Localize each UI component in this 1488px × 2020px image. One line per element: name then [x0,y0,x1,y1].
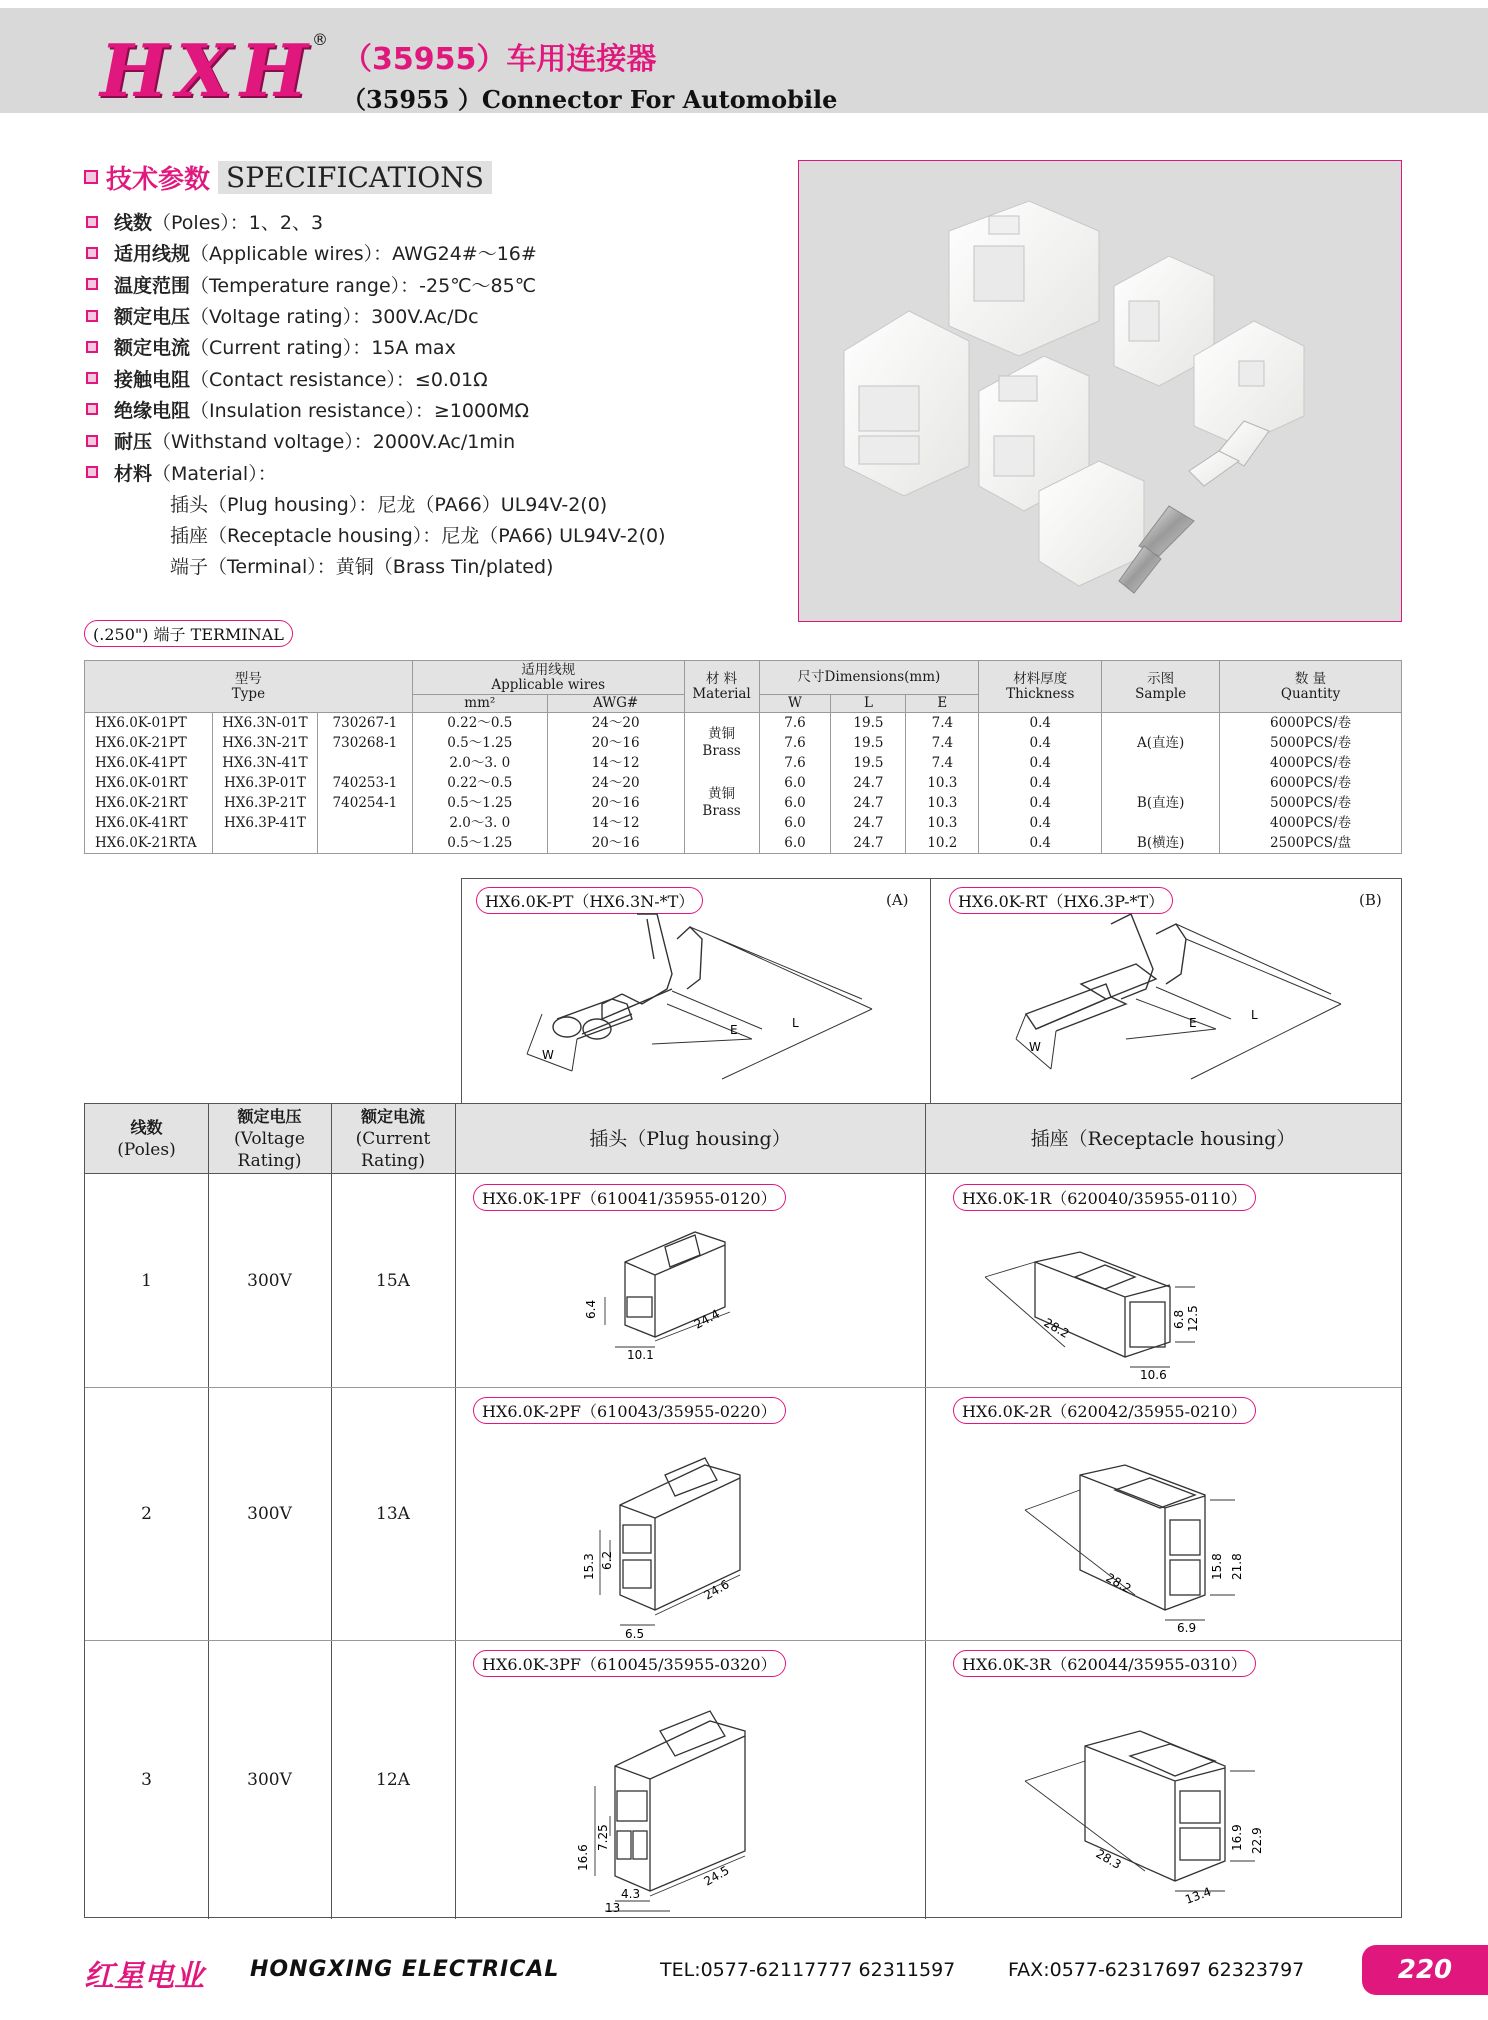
table-cell: 7.4 [906,713,979,734]
table-cell: 24～20 [547,713,684,734]
terminal-b-tag: (B) [1359,891,1382,909]
receptacle-dim: 16.9 [1230,1824,1244,1851]
thickness-header-en: Thickness [1006,685,1075,702]
quantity-header-cn: 数 量 [1294,670,1327,687]
w-header: W [759,695,831,713]
table-cell: HX6.0K-01RT [85,773,213,793]
poles-header [85,1104,208,1174]
spec-item [86,425,786,456]
spec-item [86,394,786,425]
table-cell: 6000PCS/卷 [1220,713,1402,734]
terminal-drawing-a [461,878,931,1104]
terminal-b-drawing [931,879,1403,1105]
spec-value: （Material）： [152,462,277,485]
terminal-drawing-b [930,878,1402,1104]
voltage-header-en2: Rating) [237,1151,302,1171]
housing-table [84,1103,1402,1918]
spec-label: 额定电流 [114,337,191,360]
receptacle-dim: 6.9 [1177,1621,1197,1635]
spec-label: 材料 [114,462,153,485]
material-en: Brass [702,743,741,759]
poles-header-cn: 线数 [130,1118,163,1137]
receptacle-part-label: HX6.0K-1R（620040/35955-0110） [953,1184,1256,1211]
table-cell: 0.4 [979,773,1102,793]
dim-e-label: E [730,1023,738,1037]
material-cn: 黄铜 [708,726,736,742]
product-photo [798,160,1402,622]
company-name-en: HONGXING ELECTRICAL [250,1957,560,1982]
table-cell: 19.5 [831,753,906,773]
table-cell [317,833,412,854]
page-number: 220 [1362,1945,1488,1995]
page-header [0,8,1488,113]
quantity-header [1220,661,1402,713]
plug-dim: 6.5 [625,1627,645,1640]
fax: FAX:0577-62317697 62323797 [1008,1959,1305,1981]
dimensions-header: 尺寸Dimensions(mm) [759,661,979,695]
spec-value: （Current rating）：15A max [190,337,456,360]
current-header-cn: 额定电流 [360,1107,425,1126]
table-cell: 6.0 [759,833,831,854]
l-header: L [831,695,906,713]
dim-l-label: L [792,1016,799,1030]
current-value: 15A [376,1270,410,1291]
e-header: E [906,695,979,713]
material-receptacle: 插座（Receptacle housing）：尼龙（PA66) UL94V-2(0) [170,525,666,548]
sample-cell: A(直连) [1102,713,1220,774]
square-bullet-icon [86,310,98,322]
table-cell [684,833,759,854]
spec-label: 线数 [114,212,153,235]
table-cell: 6.0 [759,813,831,833]
table-cell: 730268-1 [317,733,412,753]
table-cell: HX6.0K-21RT [85,793,213,813]
table-cell: 7.6 [759,733,831,753]
plug-2pf-drawing [455,1420,925,1640]
table-cell: 0.4 [979,813,1102,833]
current-header [331,1104,455,1174]
receptacle-dim: 28.2 [1103,1570,1134,1596]
table-cell: 2.0～3. 0 [412,753,547,773]
wires-header-cn: 适用线规 [521,661,576,678]
table-cell: 6.0 [759,793,831,813]
spec-value: （Temperature range）：-25℃～85℃ [190,274,537,297]
table-cell: 0.4 [979,733,1102,753]
receptacle-dim: 12.5 [1186,1305,1200,1332]
receptacle-dim: 22.9 [1250,1827,1264,1854]
receptacle-dim: 10.6 [1140,1368,1167,1382]
table-cell [317,813,412,833]
material-header-en: Material [692,685,751,702]
plug-dim: 6.4 [584,1299,598,1319]
table-cell: 0.22～0.5 [412,773,547,793]
plug-part-label: HX6.0K-2PF（610043/35955-0220） [473,1397,786,1424]
material-terminal: 端子（Terminal）：黄铜（Brass Tin/plated) [170,556,554,579]
table-cell: HX6.3N-41T [212,753,317,773]
dim-w-label: W [542,1048,554,1062]
plug-part-label: HX6.0K-3PF（610045/35955-0320） [473,1650,786,1677]
spec-item [86,331,786,362]
spec-item [86,206,786,237]
table-cell: 7.4 [906,733,979,753]
page-title-en: （35955 ）Connector For Automobile [342,85,838,114]
dim-l-label: L [1251,1008,1258,1022]
table-cell: 5000PCS/卷 [1220,733,1402,753]
receptacle-dim: 6.8 [1172,1309,1186,1329]
table-cell: 740254-1 [317,793,412,813]
voltage-header [208,1104,331,1174]
wires-header-en: Applicable wires [491,676,606,693]
connector-photo-illustration [799,161,1401,621]
plug-dim: 16.6 [576,1844,590,1871]
table-row [85,713,1402,734]
table-cell: 20～16 [547,733,684,753]
table-cell: 0.5～1.25 [412,833,547,854]
receptacle-part-label: HX6.0K-3R（620044/35955-0310） [953,1650,1256,1677]
terminal-a-label: HX6.0K-PT（HX6.3N-*T） [476,887,703,914]
plug-dim: 4.3 [621,1887,641,1901]
type-header-cn: 型号 [234,670,262,687]
square-bullet-icon [86,372,98,384]
material-plug: 插头（Plug housing）：尼龙（PA66）UL94V-2(0) [170,493,608,516]
receptacle-dim: 21.8 [1230,1553,1244,1580]
plug-dim: 7.25 [596,1824,610,1851]
plug-dim: 24.6 [701,1577,732,1603]
mm-header: mm² [412,695,547,713]
table-cell: 4000PCS/卷 [1220,813,1402,833]
dim-w-label: W [1029,1040,1041,1054]
table-cell: 0.4 [979,753,1102,773]
voltage-header-cn: 额定电压 [237,1107,302,1126]
table-cell: 20～16 [547,793,684,813]
thickness-header-cn: 材料厚度 [1013,670,1068,687]
table-cell: 7.6 [759,753,831,773]
terminal-b-label: HX6.0K-RT（HX6.3P-*T） [949,887,1173,914]
material-cell [684,713,759,774]
table-cell: HX6.0K-01PT [85,713,213,734]
specifications-title-cn: 技术参数 [106,164,211,195]
table-cell [212,833,317,854]
current-value: 12A [376,1769,410,1790]
table-cell: 20～16 [547,833,684,854]
table-cell: HX6.3P-41T [212,813,317,833]
table-cell: HX6.0K-21PT [85,733,213,753]
table-cell: 6.0 [759,773,831,793]
wires-header [412,661,684,695]
voltage-value: 300V [247,1503,292,1524]
thickness-header [979,661,1102,713]
company-name-cn: 红星电业 [84,1959,204,1994]
table-cell: 14～12 [547,753,684,773]
receptacle-dim: 28.3 [1093,1846,1124,1872]
type-header-en: Type [231,685,266,702]
table-row [85,773,1402,793]
table-cell: 6000PCS/卷 [1220,773,1402,793]
table-cell: 10.3 [906,813,979,833]
table-row [85,833,1402,854]
awg-header: AWG# [547,695,684,713]
table-cell: 24.7 [831,773,906,793]
poles-header-en: (Poles) [117,1140,176,1160]
square-bullet-icon [86,435,98,447]
receptacle-dim: 15.8 [1210,1553,1224,1580]
table-cell: 4000PCS/卷 [1220,753,1402,773]
plug-dim: 15.3 [582,1553,596,1580]
current-value: 13A [376,1503,410,1524]
spec-value: （Contact resistance）：≤0.01Ω [190,368,488,391]
voltage-value: 300V [247,1769,292,1790]
voltage-value: 300V [247,1270,292,1291]
plug-3pf-drawing [455,1676,925,1916]
spec-item [86,237,786,268]
receptacle-1r-drawing [925,1207,1401,1387]
sample-header-cn: 示图 [1147,670,1175,687]
spec-value: （Insulation resistance）：≥1000MΩ [190,399,530,422]
dim-e-label: E [1189,1016,1197,1030]
quantity-header-en: Quantity [1280,685,1341,702]
receptacle-dim: 13.4 [1183,1884,1214,1907]
spec-value: （Withstand voltage）：2000V.Ac/1min [152,431,516,454]
spec-label: 接触电阻 [114,368,191,391]
table-cell: 19.5 [831,733,906,753]
table-cell: HX6.3N-21T [212,733,317,753]
spec-item [86,300,786,331]
plug-part-label: HX6.0K-1PF（610041/35955-0120） [473,1184,786,1211]
square-bullet-icon [86,247,98,259]
page-title-cn: （35955）车用连接器 [342,42,657,77]
telephone: TEL:0577-62117777 62311597 [660,1959,956,1981]
table-cell: 0.5～1.25 [412,733,547,753]
sample-cell: B(直连) [1102,773,1220,833]
spec-label: 耐压 [114,431,153,454]
table-cell: 2500PCS/盘 [1220,833,1402,854]
table-cell: 0.4 [979,793,1102,813]
table-cell: 730267-1 [317,713,412,734]
table-cell: 0.4 [979,833,1102,854]
plug-dim: 6.2 [600,1550,614,1570]
square-bullet-icon [86,403,98,415]
spec-item [86,269,786,300]
table-cell: 0.5～1.25 [412,793,547,813]
material-header-cn: 材 料 [705,670,738,687]
table-cell: 5000PCS/卷 [1220,793,1402,813]
plug-1pf-drawing [455,1207,925,1387]
square-bullet-icon [86,466,98,478]
table-cell: 0.22～0.5 [412,713,547,734]
poles-value: 1 [141,1270,152,1291]
table-cell: 19.5 [831,713,906,734]
terminal-a-drawing [462,879,932,1105]
spec-item [86,456,786,487]
table-cell: 10.3 [906,793,979,813]
spec-label: 温度范围 [114,274,191,297]
terminal-section-label: (.250") 端子 TERMINAL [84,620,293,647]
page-footer [0,1945,1488,2000]
receptacle-3r-drawing [925,1676,1401,1916]
plug-housing-header: 插头（Plug housing） [589,1128,791,1150]
table-cell: 740253-1 [317,773,412,793]
table-cell: 7.6 [759,713,831,734]
plug-dim: 10.1 [627,1348,654,1362]
square-bullet-icon [86,341,98,353]
registered-mark: ® [312,30,328,49]
table-cell: HX6.3P-21T [212,793,317,813]
voltage-header-en1: (Voltage [234,1129,305,1149]
table-cell: 14～12 [547,813,684,833]
table-cell: 24.7 [831,813,906,833]
table-cell: HX6.0K-41RT [85,813,213,833]
poles-value: 3 [141,1769,152,1790]
table-cell: HX6.0K-41PT [85,753,213,773]
square-bullet-icon [84,170,98,184]
sample-header-en: Sample [1135,685,1187,702]
table-cell: 0.4 [979,713,1102,734]
current-header-en1: (Current [355,1129,431,1149]
receptacle-2r-drawing [925,1420,1401,1640]
table-cell: 2.0～3. 0 [412,813,547,833]
square-bullet-icon [86,216,98,228]
type-header [85,661,413,713]
square-bullet-icon [86,278,98,290]
material-en: Brass [702,803,741,819]
material-cn: 黄铜 [708,786,736,802]
plug-dim: 13 [605,1901,621,1915]
terminal-spec-table [84,660,1402,854]
table-cell: 10.3 [906,773,979,793]
sample-header [1102,661,1220,713]
spec-value: （Applicable wires）：AWG24#～16# [190,243,537,266]
table-cell: 24～20 [547,773,684,793]
table-cell: HX6.3P-01T [212,773,317,793]
specifications-title-en: SPECIFICATIONS [218,161,492,194]
table-cell: 10.2 [906,833,979,854]
table-cell: 7.4 [906,753,979,773]
table-cell: 24.7 [831,793,906,813]
brand-logo: HXH [100,28,316,113]
table-cell: B(横连) [1102,833,1220,854]
spec-label: 绝缘电阻 [114,399,191,422]
table-cell [317,753,412,773]
specifications-heading [84,160,492,194]
spec-label: 适用线规 [114,243,191,266]
spec-value: （Voltage rating）：300V.Ac/Dc [190,306,479,329]
material-header [684,661,759,713]
table-cell: HX6.3N-01T [212,713,317,734]
current-header-en2: Rating) [360,1151,426,1171]
poles-value: 2 [141,1503,152,1524]
material-cell [684,773,759,833]
receptacle-dim: 28.2 [1041,1315,1072,1341]
terminal-a-tag: (A) [886,891,909,909]
table-cell: 24.7 [831,833,906,854]
spec-item [86,362,786,393]
spec-label: 额定电压 [114,306,191,329]
plug-dim: 24.5 [701,1863,732,1889]
spec-value: （Poles）：1、2、3 [152,212,324,235]
plug-dim: 24.4 [691,1306,722,1332]
receptacle-housing-header: 插座（Receptacle housing） [1030,1128,1296,1150]
table-cell: HX6.0K-21RTA [85,833,213,854]
receptacle-part-label: HX6.0K-2R（620042/35955-0210） [953,1397,1256,1424]
specifications-list [86,206,786,582]
